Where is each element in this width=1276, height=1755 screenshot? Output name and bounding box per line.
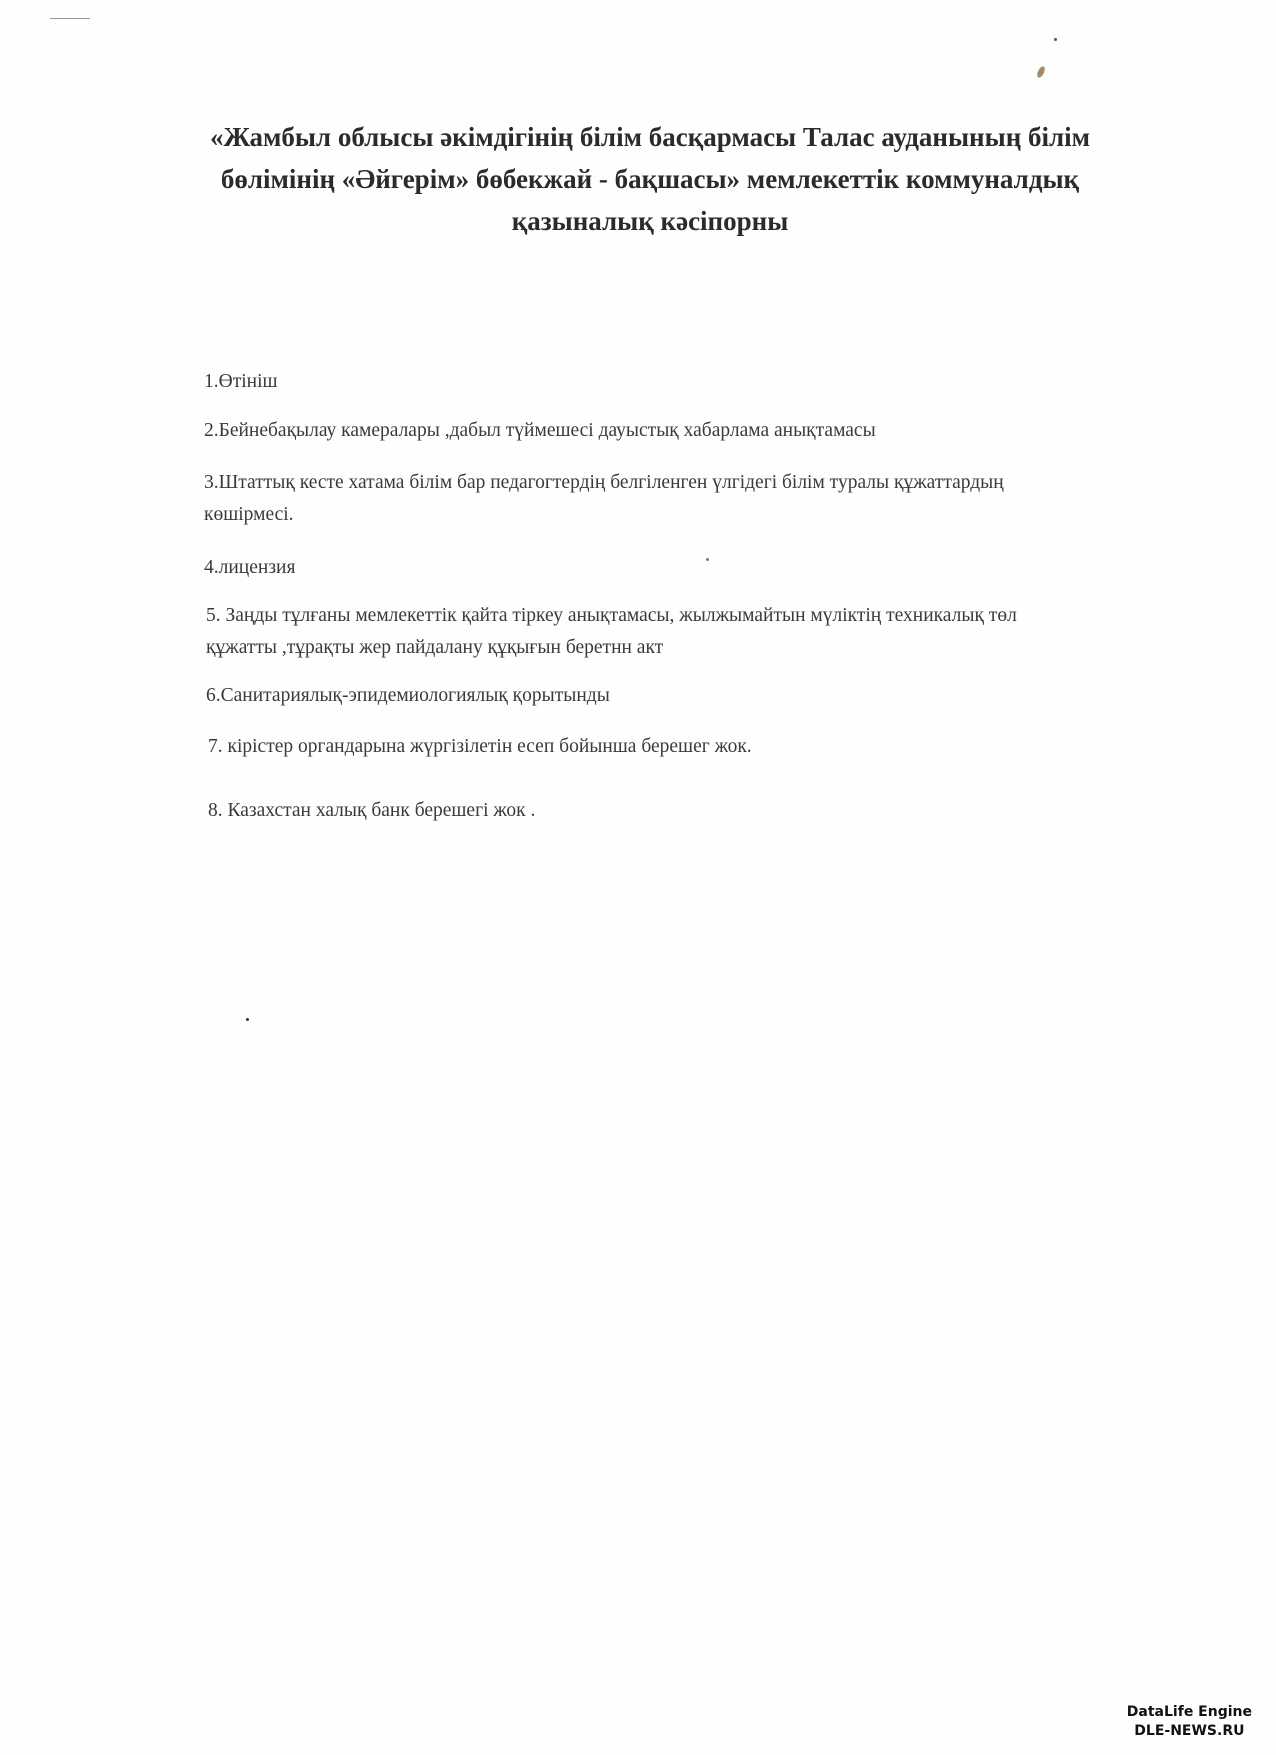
- list-item-8: [208, 795, 535, 827]
- list-item-text-continued: көшірмесі.: [204, 504, 294, 525]
- list-item-2: [204, 415, 876, 447]
- title-line-1: «Жамбыл облысы әкімдігінің білім басқармасы Талас ауданының білім: [209, 122, 1091, 152]
- title-line-3: қазыналық кәсіпорны: [511, 206, 789, 236]
- list-item-text: 3.Штаттық кесте хатама білім бар педагогтердің белгіленген үлгідегі білім туралы құжаттардың: [204, 472, 1004, 493]
- document-title: [150, 116, 1150, 242]
- list-item-1: [204, 366, 278, 398]
- title-line-2: бөлімінің «Әйгерім» бөбекжай - бақшасы» мемлекеттік коммуналдық: [220, 164, 1080, 194]
- list-item-text: 4.лицензия: [204, 557, 296, 578]
- scan-speck: [50, 18, 90, 19]
- list-item-text: 1.Өтініш: [204, 371, 278, 392]
- scan-speck: [1036, 65, 1047, 78]
- watermark-line-2: DLE-NEWS.RU: [1134, 1723, 1245, 1739]
- list-item-3: [204, 467, 1004, 531]
- list-item-4: [204, 552, 295, 584]
- list-item-7: [208, 731, 752, 763]
- watermark: [1127, 1703, 1252, 1741]
- list-item-5: [206, 600, 1017, 664]
- scan-speck: [246, 1018, 249, 1021]
- list-item-text: 2.Бейнебақылау камералары ,дабыл түймешесі дауыстық хабарлама анықтамасы: [204, 420, 876, 441]
- list-item-text: 8. Казахстан халық банк берешегі жок .: [208, 800, 536, 821]
- scan-speck: [1054, 38, 1057, 41]
- list-item-text: 7. кірістер органдарына жүргізілетін есеп бойынша берешег жок.: [208, 736, 752, 757]
- list-item-text: 6.Санитариялық-эпидемиологиялық қорытынды: [206, 685, 610, 706]
- scan-speck: [706, 558, 709, 561]
- list-item-text-continued: құжатты ,тұрақты жер пайдалану құқығын беретнн акт: [206, 637, 664, 658]
- watermark-line-1: DataLife Engine: [1126, 1704, 1252, 1720]
- list-item-6: [206, 680, 610, 712]
- list-item-text: 5. Заңды тұлғаны мемлекеттік қайта тіркеу анықтамасы, жылжымайтын мүліктің техникалық төл: [206, 605, 1017, 626]
